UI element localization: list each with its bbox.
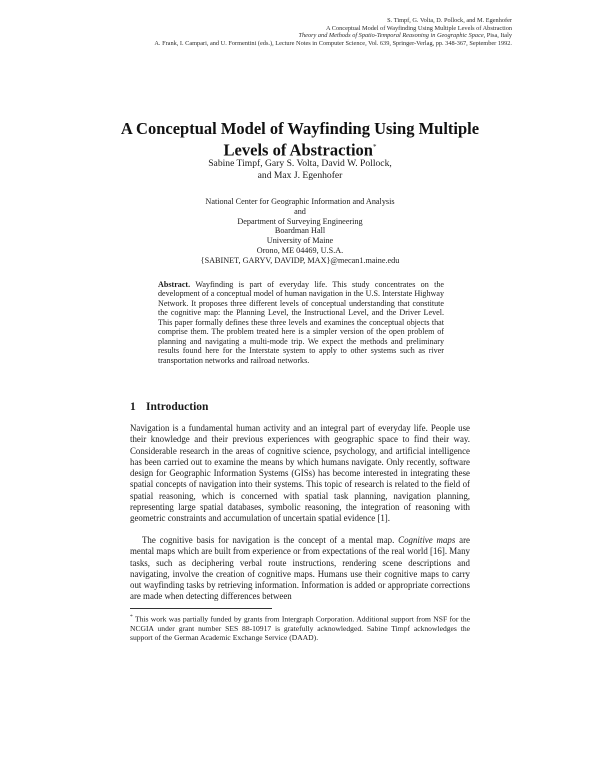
footnote [130,613,470,643]
body-paragraph-1: Navigation is a fundamental human activity and an integral part of everyday life. People use their knowledge and their previous experiences with geographic space to find their way. Considerable research in the areas of cognitive science, psychology, and artificial intelligence has been carried out to examine the means by which humans navigate. Only recently, software design for Geographic Information Systems (GISs) has become interested in integrating these spatial concepts of navigation into their systems. This topic of research is related to the field of spatial reasoning, which is concerned with spatial task planning, navigation planning, representing large spatial databases, symbolic reasoning, the integration of reasoning with geometric constraints and accumulation of uncertain spatial evidence [1]. [130,423,470,524]
affiliation-block [130,197,470,266]
authors-line-1: Sabine Timpf, Gary S. Volta, David W. Pollock, [208,158,392,169]
citation-editors: A. Frank, I. Campari, and U. Formentini (eds.), Lecture Notes in Computer Science, Vol. 639, Springer-Verlag, pp. 348-367, September 1992. [154,39,512,47]
authors-line-2: and Max J. Egenhofer [257,169,343,181]
abstract-label: Abstract. [158,280,191,289]
citation-book-title: Theory and Methods of Spatio-Temporal Reasoning in Geographic Space, [298,32,486,40]
title-line-2 [100,138,500,160]
footnote-divider [130,608,272,609]
section-title: Introduction [146,401,209,413]
title-line-1: A Conceptual Model of Wayfinding Using Multiple [120,119,480,138]
abstract-text: Wayfinding is part of everyday life. This study concentrates on the development of a conceptual model of human navigation in the U.S. Interstate Highway Network. It proposes three different levels of conceptual understanding that constitute the cognitive map: the Planning Level, the Instructional Level, and the Driver Level. This paper formally defines these three levels and examines the conceptual objects that comprise them. The problem treated here is a simpler version of the open problem of planning and navigating a multi-mode trip. We expect the methods and preliminary results found here for the Interstate system to apply to other systems such as river transportation networks and railroad networks. [158,280,444,365]
citation-header [42,17,512,47]
affiliation-line-5: University of Maine [266,236,334,246]
title-footnote-mark: * [372,143,377,151]
footnote-text: This work was partially funded by grants from Intergraph Corporation. Additional support from NSF for the NCGIA under grant number SES 88-10917 is gratefully acknowledged. Sabine Timpf acknowledges the support of the German Academic Exchange Service (DAAD). [130,614,470,643]
citation-book-place: Pisa, Italy [485,32,512,40]
section-heading [130,401,480,413]
body-paragraph-2 [130,535,470,603]
paragraph-2-start: The cognitive basis for navigation is the concept of a mental map. [142,535,399,545]
section-number: 1 [130,401,136,413]
abstract [158,280,444,365]
footnote-mark: * [130,614,133,620]
citation-title: A Conceptual Model of Wayfinding Using Multiple Levels of Abstraction [326,24,512,32]
affiliation-line-1: National Center for Geographic Information and Analysis [205,197,395,206]
affiliation-line-6: Orono, ME 04469, U.S.A. [256,245,344,255]
affiliation-line-2: and [294,206,306,216]
paragraph-2-rest: are mental maps which are built from experience or from expectations of the real world [16]. Many tasks, such as deciphering verbal route instructions, rendering scene descriptions and navigating, involve the creation of cognitive maps. Humans use their cognitive maps to carry out wayfinding tasks by retrieving information. Information is added or appropriate corrections are made when detecting differences between [130,535,471,602]
citation-authors: S. Timpf, G. Volta, D. Pollock, and M. Egenhofer [387,17,512,24]
paragraph-2-term: Cognitive maps [398,535,456,545]
paper-title [100,120,500,160]
affiliation-line-4: Boardman Hall [274,226,326,236]
affiliation-line-3: Department of Surveying Engineering [237,216,363,226]
citation-book [42,32,512,40]
author-list [150,158,450,181]
affiliation-email: {SABINET, GARYV, DAVIDP, MAX}@mecan1.maine.edu [200,255,400,265]
title-line-2-text: Levels of Abstraction [223,140,373,160]
